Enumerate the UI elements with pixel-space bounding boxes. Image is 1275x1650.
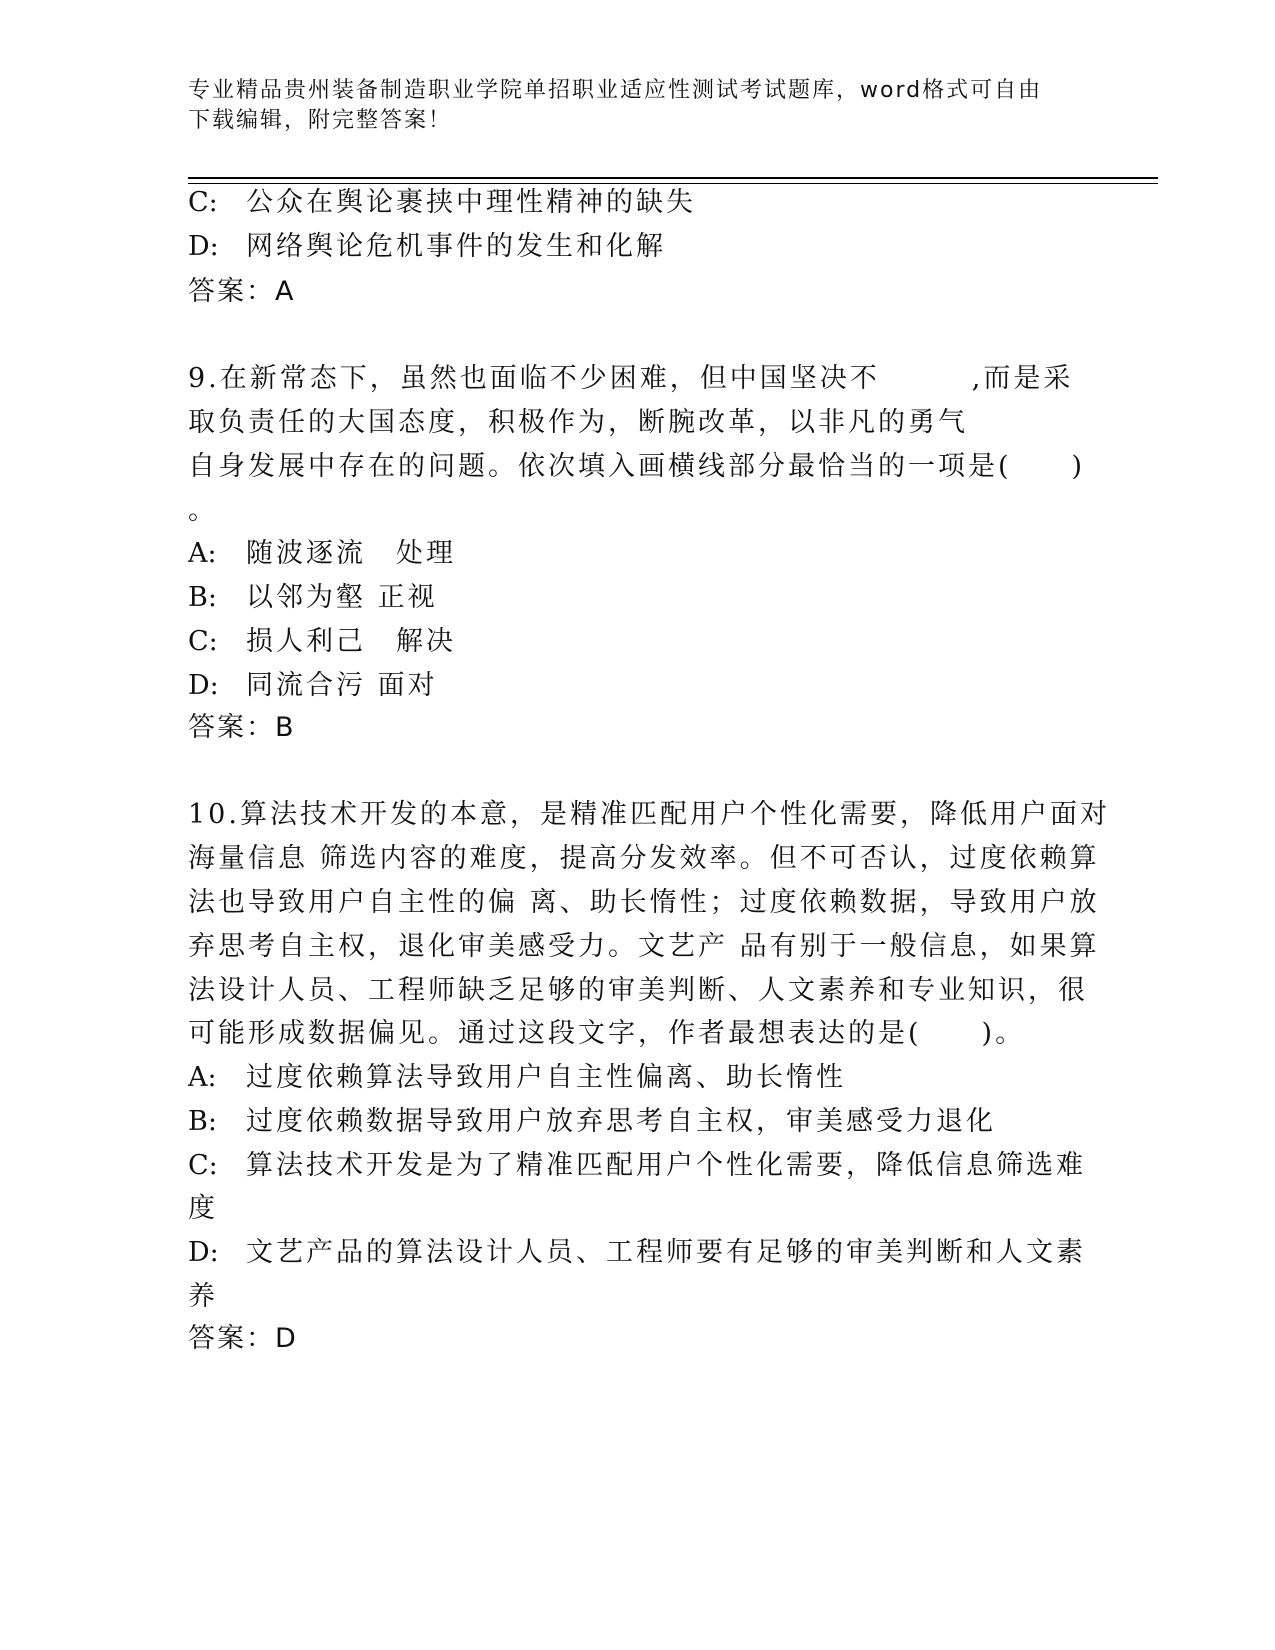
option-text: 过度依赖数据导致用户放弃思考自主权，审美感受力退化 — [246, 1106, 996, 1137]
q10-stem-line: 海量信息 筛选内容的难度，提高分发效率。但不可否认，过度依赖算 — [188, 843, 1100, 874]
q10-option-c — [188, 1149, 1088, 1183]
option-text: 网络舆论危机事件的发生和化解 — [246, 231, 666, 262]
option-letter: C: — [188, 626, 218, 657]
option-text: 同流合污 面对 — [246, 670, 438, 701]
option-letter: C: — [188, 1150, 218, 1181]
q9-answer: 答案：B — [188, 712, 296, 743]
q10-option-d — [188, 1236, 1088, 1270]
q10-stem-line: 10.算法技术开发的本意，是精准匹配用户个性化需要，降低用户面对 — [188, 799, 1110, 830]
q8-answer: 答案：A — [188, 276, 296, 307]
option-text: 以邻为壑 正视 — [246, 582, 438, 613]
header-divider-thick — [188, 177, 1158, 179]
q9-option-a — [188, 537, 1088, 571]
header-divider-thin — [188, 183, 1158, 184]
option-letter: D: — [188, 1237, 219, 1268]
q9-stem-part-1: 9.在新常态下，虽然也面临不少困难，但中国坚决不 — [188, 363, 880, 394]
option-letter: B: — [188, 1106, 217, 1137]
q8-option-c — [188, 186, 1088, 220]
q9-stem-line-2: 取负责任的大国态度，积极作为，断腕改革，以非凡的勇气 — [188, 407, 968, 438]
option-text: 损人利己 解决 — [246, 626, 456, 657]
page-header — [188, 76, 1078, 136]
option-text: 文艺产品的算法设计人员、工程师要有足够的审美判断和人文素 — [246, 1237, 1086, 1268]
q9-stem-line-1 — [188, 362, 1088, 396]
q10-stem-line: 弃思考自主权，退化审美感受力。文艺产 品有别于一般信息，如果算 — [188, 931, 1100, 962]
option-letter: A: — [188, 1062, 217, 1093]
q10-stem-line: 法也导致用户自主性的偏 离、助长惰性；过度依赖数据，导致用户放 — [188, 887, 1100, 918]
option-letter: C: — [188, 187, 218, 218]
q9-stem-part-2: ,而是采 — [971, 363, 1074, 394]
q10-option-b — [188, 1105, 1088, 1139]
q9-stem-line-3: 自身发展中存在的问题。依次填入画横线部分最恰当的一项是( ) — [188, 451, 1086, 482]
option-letter: B: — [188, 582, 217, 613]
option-letter: D: — [188, 231, 219, 262]
option-letter: D: — [188, 670, 219, 701]
q10-stem-line: 可能形成数据偏见。通过这段文字，作者最想表达的是( )。 — [188, 1018, 1026, 1049]
q10-option-d-continuation: 养 — [188, 1281, 218, 1312]
q9-option-b — [188, 581, 1088, 615]
q10-option-c-continuation: 度 — [188, 1193, 218, 1224]
option-text: 公众在舆论裹挟中理性精神的缺失 — [246, 187, 696, 218]
option-letter: A: — [188, 538, 217, 569]
q10-answer: 答案：D — [188, 1323, 298, 1354]
q9-stem-line-4: 。 — [188, 495, 218, 526]
q9-option-c — [188, 625, 1088, 659]
q10-stem-line: 法设计人员、工程师缺乏足够的审美判断、人文素养和专业知识，很 — [188, 975, 1088, 1006]
option-text: 算法技术开发是为了精准匹配用户个性化需要，降低信息筛选难 — [246, 1150, 1086, 1181]
header-text-line-2: 下载编辑，附完整答案！ — [188, 108, 453, 133]
q10-option-a — [188, 1061, 1088, 1095]
q9-option-d — [188, 669, 1088, 703]
q8-option-d — [188, 230, 1088, 264]
option-text: 过度依赖算法导致用户自主性偏离、助长惰性 — [246, 1062, 846, 1093]
option-text: 随波逐流 处理 — [246, 538, 456, 569]
header-text-line-1: 专业精品贵州装备制造职业学院单招职业适应性测试考试题库，word格式可自由 — [188, 78, 1043, 103]
